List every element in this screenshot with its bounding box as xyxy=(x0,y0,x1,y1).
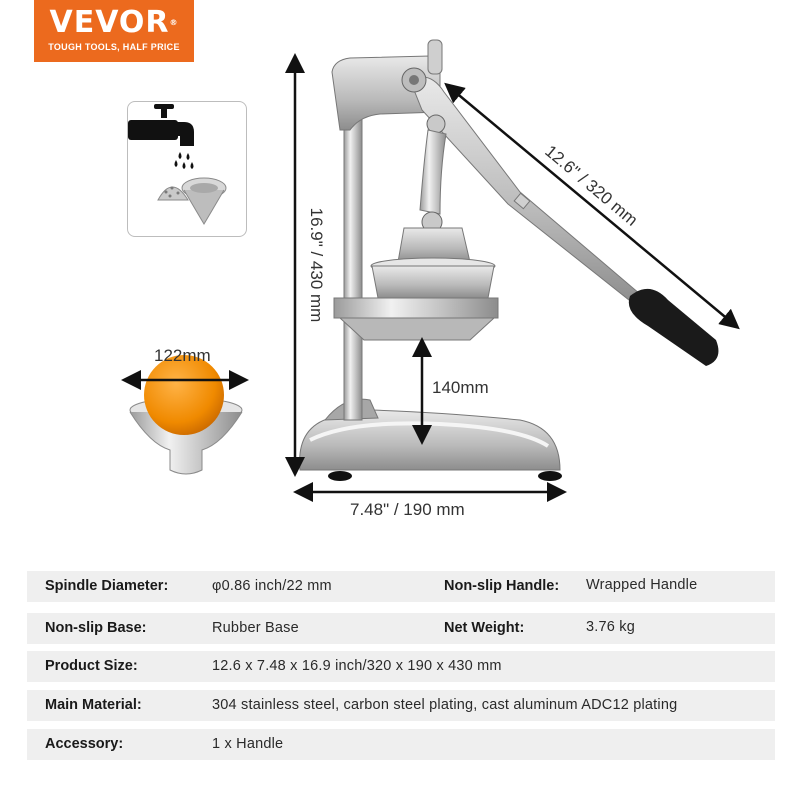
spec-value: 3.76 kg xyxy=(586,619,635,635)
spec-row xyxy=(27,651,775,682)
spec-label: Accessory: xyxy=(45,736,124,752)
rubber-foot xyxy=(538,471,562,481)
handle-length-label: 12.6" / 320 mm xyxy=(541,141,642,230)
base-width-label: 7.48" / 190 mm xyxy=(350,500,465,519)
spec-value: Wrapped Handle xyxy=(586,577,698,593)
orange-fruit xyxy=(144,355,224,435)
brand-name: VEVOR xyxy=(49,5,170,40)
spec-value: φ0.86 inch/22 mm xyxy=(212,578,332,594)
spec-row xyxy=(27,690,775,721)
spec-label: Non-slip Handle: xyxy=(444,578,560,594)
spec-label: Main Material: xyxy=(45,697,142,713)
spec-value: 12.6 x 7.48 x 16.9 inch/320 x 190 x 430 mm xyxy=(212,658,502,674)
spec-value: 1 x Handle xyxy=(212,736,284,752)
press-cone xyxy=(398,228,470,262)
cup-clearance-label: 140mm xyxy=(432,378,489,397)
cup-holder xyxy=(334,298,498,318)
spec-value: Rubber Base xyxy=(212,620,299,636)
cup-diameter-label: 122mm xyxy=(154,346,211,365)
spec-row xyxy=(27,571,775,602)
spec-row xyxy=(27,729,775,760)
spec-row xyxy=(27,613,775,644)
rubber-foot xyxy=(328,471,352,481)
spec-label: Spindle Diameter: xyxy=(45,578,169,594)
height-label: 16.9" / 430 mm xyxy=(307,207,326,323)
spec-label: Non-slip Base: xyxy=(45,620,147,636)
brand-tagline: TOUGH TOOLS, HALF PRICE xyxy=(48,42,180,52)
spec-label: Product Size: xyxy=(45,658,138,674)
spec-label: Net Weight: xyxy=(444,620,525,636)
spec-value: 304 stainless steel, carbon steel plating, cast aluminum ADC12 plating xyxy=(212,697,678,713)
juicer-column xyxy=(344,118,362,420)
registered-mark: ® xyxy=(169,18,179,27)
